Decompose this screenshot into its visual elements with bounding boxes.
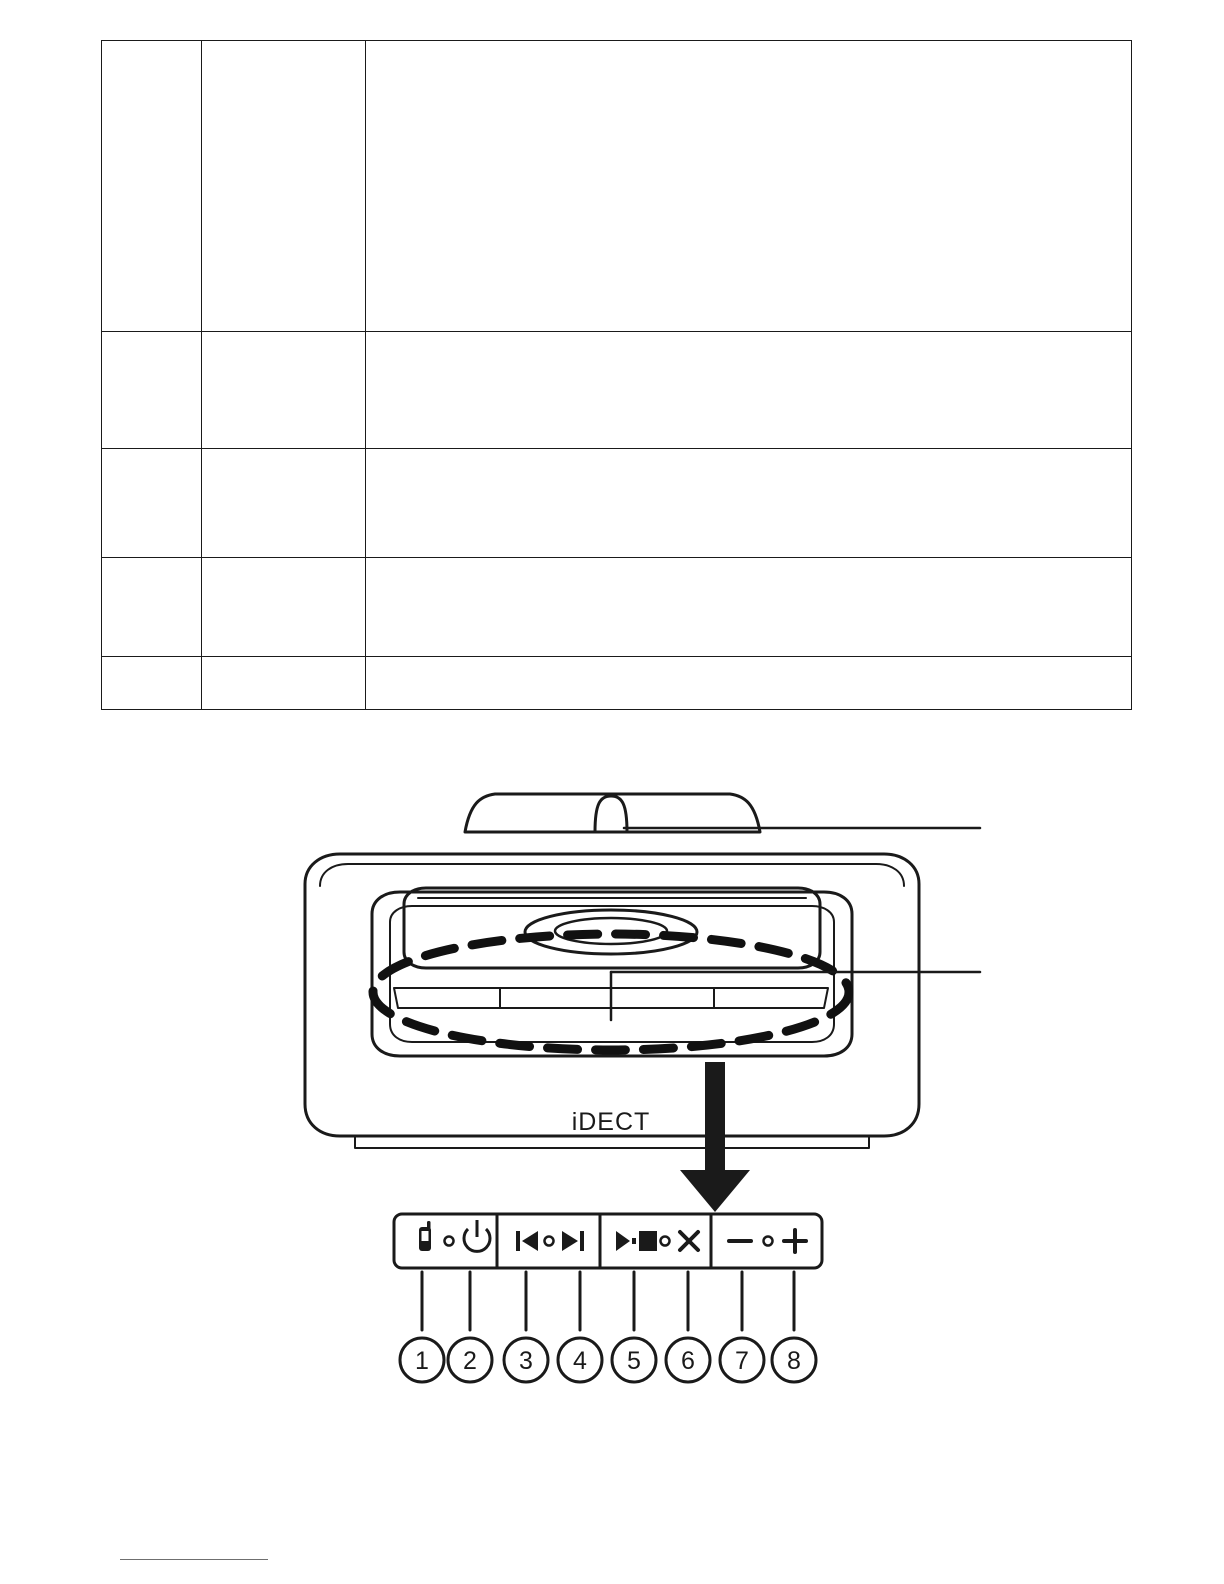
table-cell-number bbox=[102, 332, 202, 449]
table-cell-description bbox=[366, 332, 1132, 449]
base-foot bbox=[355, 1136, 869, 1148]
brand-label: iDECT bbox=[571, 1108, 651, 1136]
callout-numbers bbox=[400, 1338, 816, 1382]
footer-divider bbox=[120, 1559, 268, 1560]
table-cell-number bbox=[102, 41, 202, 332]
svg-text:5: 5 bbox=[627, 1347, 641, 1375]
svg-text:2: 2 bbox=[463, 1347, 477, 1375]
table-cell-name bbox=[202, 449, 366, 558]
button-panel[interactable] bbox=[394, 1214, 822, 1268]
callout-number-3 bbox=[504, 1338, 548, 1382]
table-cell-description bbox=[366, 41, 1132, 332]
svg-text:3: 3 bbox=[519, 1347, 533, 1375]
callout-leader-lines bbox=[422, 1272, 794, 1330]
table-cell-number bbox=[102, 449, 202, 558]
table-row bbox=[102, 558, 1132, 657]
callout-number-4 bbox=[558, 1338, 602, 1382]
specification-table bbox=[101, 40, 1132, 710]
table-row bbox=[102, 332, 1132, 449]
table-cell-name bbox=[202, 558, 366, 657]
svg-text:6: 6 bbox=[681, 1347, 695, 1375]
base-top-contour bbox=[320, 864, 904, 886]
svg-text:7: 7 bbox=[735, 1347, 749, 1375]
handset-seat bbox=[404, 888, 820, 968]
table-cell-description bbox=[366, 449, 1132, 558]
table-row bbox=[102, 449, 1132, 558]
callout-number-1 bbox=[400, 1338, 444, 1382]
callout-number-2 bbox=[448, 1338, 492, 1382]
table-cell-name bbox=[202, 332, 366, 449]
svg-text:4: 4 bbox=[573, 1347, 587, 1375]
svg-text:8: 8 bbox=[787, 1347, 801, 1375]
table-cell-number bbox=[102, 558, 202, 657]
callout-number-7 bbox=[720, 1338, 764, 1382]
base-station-diagram bbox=[0, 700, 1224, 1460]
callout-number-5 bbox=[612, 1338, 656, 1382]
table-row bbox=[102, 41, 1132, 332]
cradle-rib bbox=[595, 796, 627, 832]
callout-number-8 bbox=[772, 1338, 816, 1382]
table-cell-description bbox=[366, 558, 1132, 657]
svg-text:1: 1 bbox=[415, 1347, 429, 1375]
callout-number-6 bbox=[666, 1338, 710, 1382]
cradle-riser bbox=[465, 794, 760, 832]
table-cell-name bbox=[202, 41, 366, 332]
